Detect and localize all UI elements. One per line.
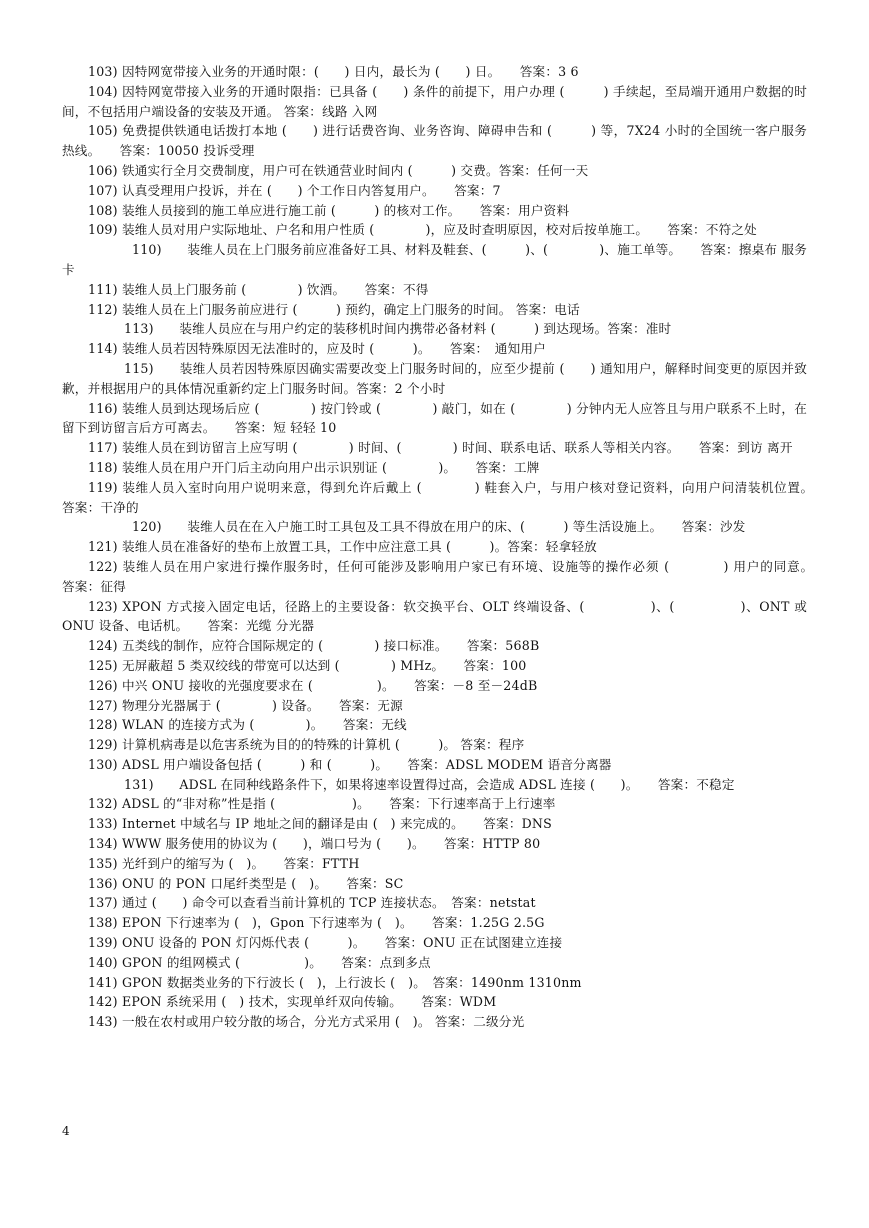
question-item: 127) 物理分光器属于 ( ) 设备。 答案：无源 — [88, 697, 403, 713]
question-item: 122) 装维人员在用户家进行操作服务时，任何可能涉及影响用户家已有环境、设施等的操作必须 ( ) 用户的同意。 答案：征得 — [62, 558, 833, 594]
question-item: 141) GPON 数据类业务的下行波长 ( )，上行波长 ( )。 答案：1490nm 1310nm — [88, 974, 582, 990]
question-item: 106) 铁通实行全月交费制度，用户可在铁通营业时间内 ( ) 交费。答案：任何一天 — [88, 162, 589, 178]
question-item: 112) 装维人员在上门服务前应进行 ( ) 预约，确定上门服务的时间。 答案：电话 — [88, 301, 580, 317]
question-item: 116) 装维人员到达现场后应 ( ) 按门铃或 ( ) 敲门，如在 ( ) 分钟内无人应答且与用户联系不上时，在留下到访留言后方可离去。 答案：短 轻轻 10 — [62, 400, 807, 436]
question-item: 114) 装维人员若因特殊原因无法准时的，应及时 ( )。 答案： 通知用户 — [88, 341, 546, 357]
question-item: 135) 光纤到户的缩写为 ( )。 答案：FTTH — [88, 855, 360, 871]
question-item: 138) EPON 下行速率为 ( )，Gpon 下行速率为 ( )。 答案：1.25G 2.5G — [88, 915, 545, 931]
question-item: 107) 认真受理用户投诉，并在 ( ) 个工作日内答复用户。 答案：7 — [88, 182, 501, 198]
question-item: 105) 免费提供铁通电话拨打本地 ( ) 进行话费咨询、业务咨询、障碍申告和 ( ) 等，7X24 小时的全国统一客户服务热线。 答案：10050 投诉受理 — [62, 123, 807, 159]
question-item: 119) 装维人员入室时向用户说明来意，得到允许后戴上 ( ) 鞋套入户，与用户核对登记资料，向用户问清装机位置。 答案：干净的 — [62, 479, 833, 515]
question-item: 104) 因特网宽带接入业务的开通时限指：已具备 ( ) 条件的前提下，用户办理 ( ) 手续起，至局端开通用户数据的时间，不包括用户端设备的安装及开通。 答案：线路 入网 — [62, 83, 807, 119]
question-item: 120) 装维人员在在入户施工时工具包及工具不得放在用户的床、( ) 等生活设施上。 答案：沙发 — [132, 519, 746, 535]
question-item: 111) 装维人员上门服务前 ( ) 饮酒。 答案：不得 — [88, 281, 429, 297]
question-item: 124) 五类线的制作，应符合国际规定的 ( ) 接口标准。 答案：568B — [88, 638, 540, 654]
question-item: 118) 装维人员在用户开门后主动向用户出示识别证 ( )。 答案：工牌 — [88, 459, 540, 475]
question-item: 136) ONU 的 PON 口尾纤类型是 ( )。 答案：SC — [88, 875, 404, 891]
question-list — [62, 62, 833, 1032]
question-item: 143) 一般在农村或用户较分散的场合，分光方式采用 ( )。 答案：二级分光 — [88, 1014, 525, 1030]
question-item: 110) 装维人员在上门服务前应准备好工具、材料及鞋套、( )、( )、施工单等。 答案：擦桌布 服务卡 — [62, 242, 808, 277]
question-item: 131) ADSL 在同种线路条件下，如果将速率设置得过高，会造成 ADSL 连接 ( )。 答案：不稳定 — [124, 776, 735, 792]
question-item: 128) WLAN 的连接方式为 ( )。 答案：无线 — [88, 717, 407, 733]
question-item: 126) 中兴 ONU 接收的光强度要求在 ( )。 答案：－8 至－24dB — [88, 677, 538, 693]
question-item: 133) Internet 中域名与 IP 地址之间的翻译是由 ( ) 来完成的。 答案：DNS — [88, 816, 552, 832]
question-item: 113) 装维人员应在与用户约定的装移机时间内携带必备材料 ( ) 到达现场。答案：准时 — [124, 321, 672, 337]
question-item: 115) 装维人员若因特殊原因确实需要改变上门服务时间的，应至少提前 ( ) 通知用户，解释时间变更的原因并致歉，并根据用户的具体情况重新约定上门服务时间。答案：2 个小时 — [62, 360, 807, 396]
question-item: 130) ADSL 用户端设备包括 ( ) 和 ( )。 答案：ADSL MODEM 语音分离器 — [88, 756, 612, 772]
question-item: 139) ONU 设备的 PON 灯闪烁代表 ( )。 答案：ONU 正在试图建立连接 — [88, 935, 563, 951]
question-item: 117) 装维人员在到访留言上应写明 ( ) 时间、( ) 时间、联系电话、联系人等相关内容。 答案：到访 离开 — [88, 440, 793, 456]
question-item: 142) EPON 系统采用 ( ) 技术，实现单纤双向传输。 答案：WDM — [88, 994, 497, 1010]
question-item: 123) XPON 方式接入固定电话，径路上的主要设备：软交换平台、OLT 终端设备、( )、( )、ONT 或 ONU 设备、电话机。 答案：光缆 分光器 — [62, 598, 807, 634]
question-item: 103) 因特网宽带接入业务的开通时限：( ) 日内，最长为 ( ) 日。 答案：3 6 — [88, 64, 579, 79]
question-item: 109) 装维人员对用户实际地址、户名和用户性质 ( )，应及时查明原因，校对后按单施工。 答案：不符之处 — [88, 222, 757, 238]
question-item: 129) 计算机病毒是以危害系统为目的的特殊的计算机 ( )。 答案：程序 — [88, 737, 525, 753]
question-item: 108) 装维人员接到的施工单应进行施工前 ( ) 的核对工作。 答案：用户资料 — [88, 202, 570, 218]
question-item: 132) ADSL 的“非对称”性是指 ( )。 答案：下行速率高于上行速率 — [88, 796, 556, 812]
question-item: 140) GPON 的组网模式 ( )。 答案：点到多点 — [88, 954, 431, 970]
question-item: 125) 无屏蔽超 5 类双绞线的带宽可以达到 ( ) MHz。 答案：100 — [88, 657, 527, 673]
question-item: 121) 装维人员在准备好的垫布上放置工具，工作中应注意工具 ( )。答案：轻拿轻放 — [88, 539, 597, 555]
page-number: 4 — [62, 1124, 70, 1138]
question-item: 137) 通过 ( ) 命令可以查看当前计算机的 TCP 连接状态。 答案：netstat — [88, 895, 536, 911]
question-item: 134) WWW 服务使用的协议为 ( )，端口号为 ( )。 答案：HTTP 80 — [88, 836, 541, 852]
